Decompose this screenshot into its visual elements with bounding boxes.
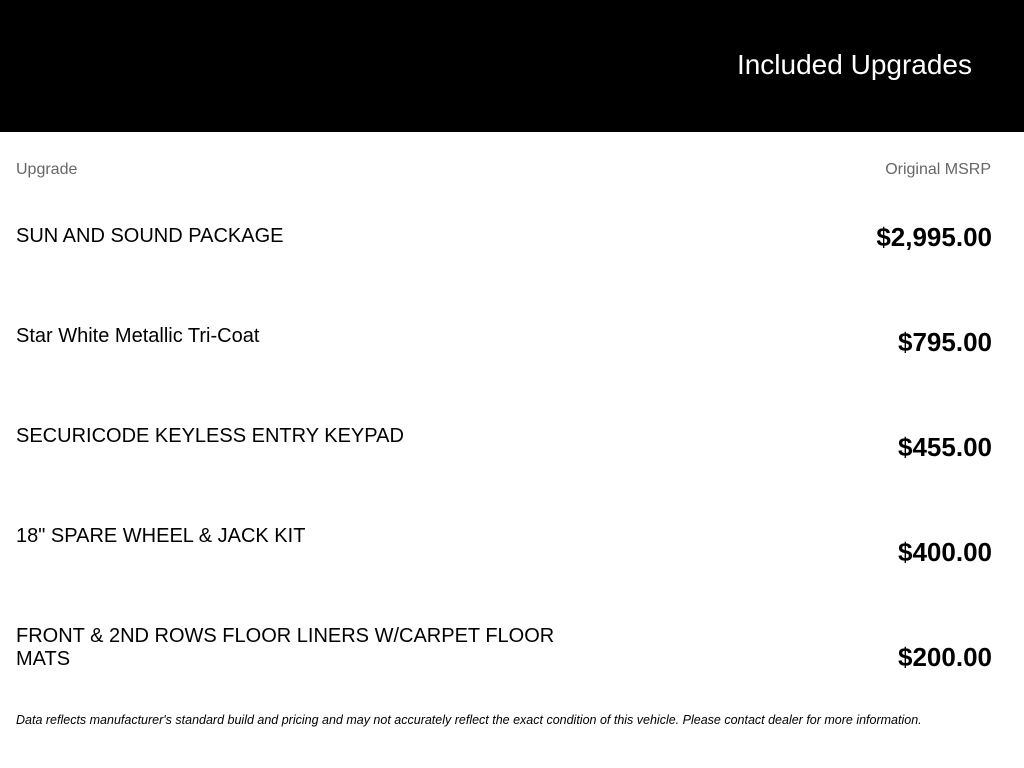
upgrade-name: FRONT & 2ND ROWS FLOOR LINERS W/CARPET FLOOR MATS — [16, 625, 555, 670]
upgrade-price: $200.00 — [898, 642, 992, 672]
upgrade-name: 18" SPARE WHEEL & JACK KIT — [16, 525, 306, 547]
upgrade-price: $795.00 — [898, 327, 992, 357]
page-title: Included Upgrades — [736, 49, 972, 80]
upgrade-price: $2,995.00 — [876, 222, 992, 252]
upgrade-row — [0, 222, 1024, 325]
upgrade-row — [0, 425, 1024, 525]
upgrade-row — [0, 625, 1024, 725]
disclaimer-text: Data reflects manufacturer's standard build and pricing and may not accurately reflect the exact condition of this vehicle. Please contact dealer for more information. — [16, 713, 922, 727]
header-bar — [0, 0, 1024, 132]
upgrade-price: $400.00 — [898, 537, 992, 567]
upgrade-row — [0, 525, 1024, 625]
upgrade-row — [0, 325, 1024, 425]
upgrade-price: $455.00 — [898, 432, 992, 462]
upgrade-name: Star White Metallic Tri-Coat — [16, 325, 260, 347]
column-header-upgrade: Upgrade — [16, 161, 78, 178]
column-header-msrp: Original MSRP — [885, 161, 991, 178]
upgrade-name: SUN AND SOUND PACKAGE — [16, 225, 284, 247]
upgrade-name: SECURICODE KEYLESS ENTRY KEYPAD — [16, 425, 404, 447]
